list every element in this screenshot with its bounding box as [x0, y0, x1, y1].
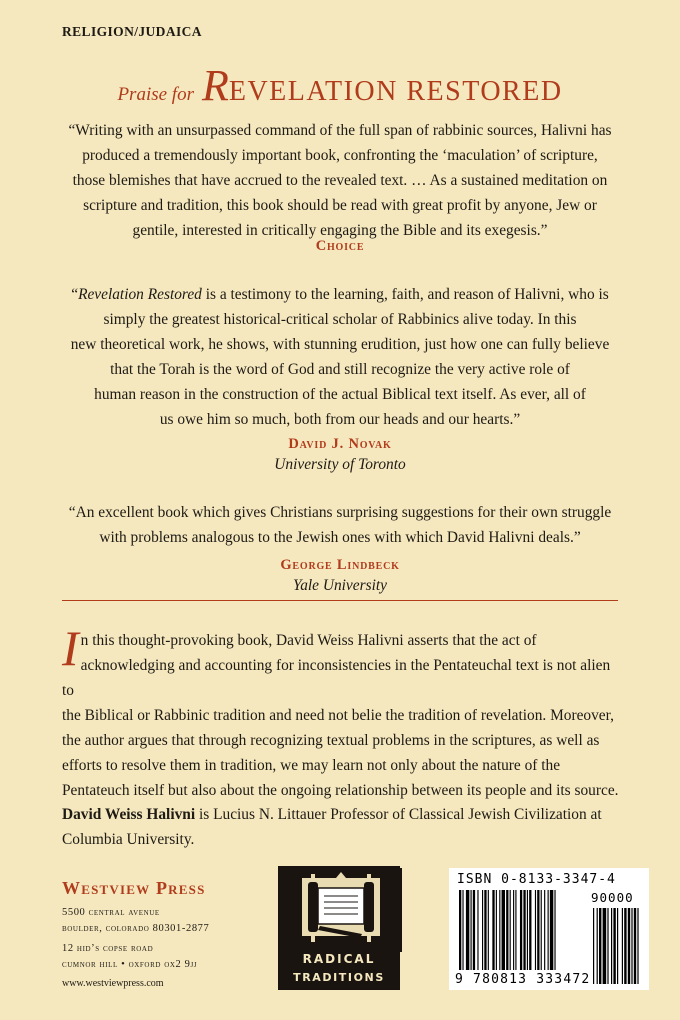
- quote-affiliation-novak: University of Toronto: [274, 456, 406, 473]
- quote-line: that the Torah is the word of God and still recognize the very active role of: [110, 361, 570, 378]
- quote-line: simply the greatest historical-critical scholar of Rabbinics alive today. In this: [103, 311, 577, 328]
- logo-line-1: RADICAL: [302, 952, 376, 966]
- barcode-block: [449, 868, 649, 990]
- logo-line-2: TRADITIONS: [293, 971, 385, 984]
- author-bio-rest: is Lucius N. Littauer Professor of Classical Jewish Civilization at: [195, 806, 602, 823]
- description-line: the Biblical or Rabbinic tradition and need not belie the tradition of revelation. Moreover,: [62, 707, 614, 724]
- quote-line: those blemishes that have accrued to the revealed text. … As a sustained meditation on: [72, 172, 608, 189]
- description-line: Pentateuch itself but also about the ongoing relationship between its people and its source.: [62, 782, 619, 799]
- book-description: [62, 620, 624, 803]
- drop-cap: I: [62, 620, 79, 676]
- publisher-website: www.westviewpress.com: [62, 978, 164, 989]
- quote-novak: [58, 282, 622, 432]
- description-line: the author argues that through recognizing textual problems in the scriptures, as well as: [62, 732, 600, 749]
- quote-line: human reason in the construction of the actual Biblical text itself. As ever, all of: [94, 386, 586, 403]
- author-bio: [62, 802, 624, 852]
- price-addon-code: 90000: [591, 890, 634, 905]
- quote-line: new theoretical work, he shows, with stunning erudition, just how one can fully believe: [70, 336, 610, 353]
- description-line: efforts to resolve them in tradition, we may learn not only about the nature of the: [62, 757, 561, 774]
- author-bio-line: Columbia University.: [62, 831, 195, 848]
- author-bio-line: [62, 802, 624, 827]
- quote-book-title: Revelation Restored: [78, 286, 202, 303]
- publisher-address-line: cumnor hill • oxford ox2 9jj: [62, 959, 198, 970]
- quote-open-mark: “: [71, 286, 79, 303]
- quote-line: with problems analogous to the Jewish ones with which David Halivni deals.”: [99, 529, 581, 546]
- quote-source-novak: David J. Novak: [288, 436, 392, 452]
- description-line: acknowledging and accounting for inconsistencies in the Pentateuchal text is not alien to: [62, 657, 611, 699]
- torah-scroll-icon: [280, 868, 402, 952]
- isbn-label: ISBN 0-8133-3347-4: [457, 872, 616, 887]
- quote-source-lindbeck: George Lindbeck: [280, 557, 400, 573]
- publisher-address-line: boulder, colorado 80301-2877: [62, 923, 210, 934]
- description-line: n this thought-provoking book, David Weiss Halivni asserts that the act of: [80, 632, 537, 649]
- quote-line: produced a tremendously important book, confronting the ‘maculation’ of scripture,: [82, 147, 598, 164]
- quote-source-choice: Choice: [315, 238, 365, 254]
- praise-prefix: Praise for: [117, 84, 194, 105]
- praise-heading: [0, 60, 680, 111]
- quote-line: “An excellent book which gives Christians surprising suggestions for their own struggle: [68, 504, 612, 521]
- title-initial: R: [201, 61, 229, 110]
- quote-line: gentile, interested in critically engaging the Bible and its exegesis.”: [132, 222, 548, 239]
- title-rest: EVELATION RESTORED: [228, 76, 563, 107]
- quote-line: [58, 282, 622, 307]
- quote-choice: [58, 118, 622, 243]
- publisher-address-line: 12 hid’s copse road: [62, 943, 154, 954]
- quote-line-rest: is a testimony to the learning, faith, and reason of Halivni, who is: [201, 286, 609, 303]
- divider-rule: [62, 600, 618, 601]
- quote-lindbeck: [58, 500, 622, 550]
- quote-affiliation-lindbeck: Yale University: [293, 577, 387, 594]
- quote-line: scripture and tradition, this book should be read with great profit by anyone, Jew or: [83, 197, 597, 214]
- quote-line: us owe him so much, both from our heads and our hearts.”: [159, 411, 521, 428]
- category-label: RELIGION/JUDAICA: [62, 24, 202, 39]
- author-name: David Weiss Halivni: [62, 806, 196, 823]
- ean-number: 9 780813 333472: [455, 972, 591, 987]
- publisher-address-line: 5500 central avenue: [62, 907, 160, 918]
- quote-line: “Writing with an unsurpassed command of the full span of rabbinic sources, Halivni has: [68, 122, 612, 139]
- publisher-name: Westview Press: [62, 878, 206, 898]
- radical-traditions-logo: [278, 866, 400, 990]
